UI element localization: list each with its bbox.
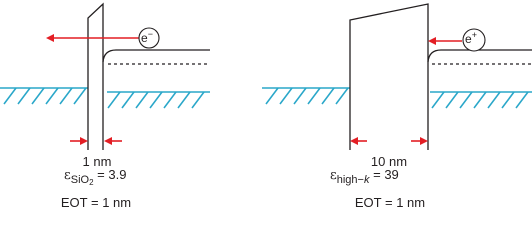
left-oxide-barrier [88,4,103,150]
positive-carrier-label: e+ [465,30,477,46]
left-epsilon-value: = 3.9 [97,167,127,182]
right-highk-barrier [350,4,428,150]
epsilon-symbol-right: ε [330,168,337,183]
left-substrate-hatch-right [107,92,210,108]
left-substrate-hatch-left [0,88,88,104]
right-conduction-band [428,50,532,62]
right-panel-diagram [262,4,532,150]
left-conduction-band [103,50,210,62]
right-epsilon-subscript: high−k [336,174,370,186]
left-epsilon-subscript-digit: 2 [89,178,94,187]
electron-label: e− [141,29,153,45]
left-eot-label: EOT = 1 nm [60,195,132,210]
left-epsilon-subscript: SiO [70,174,90,186]
right-epsilon-value: = 39 [373,167,399,182]
epsilon-symbol: ε [64,168,71,183]
right-substrate-hatch-right [430,92,532,108]
left-panel-diagram [0,4,210,150]
right-eot-label: EOT = 1 nm [354,195,426,210]
right-thickness-label: 10 nm [370,154,408,169]
left-permittivity-label [64,167,127,187]
left-thickness-label: 1 nm [82,154,112,169]
right-permittivity-label [330,167,399,186]
right-substrate-hatch-left [262,88,350,104]
